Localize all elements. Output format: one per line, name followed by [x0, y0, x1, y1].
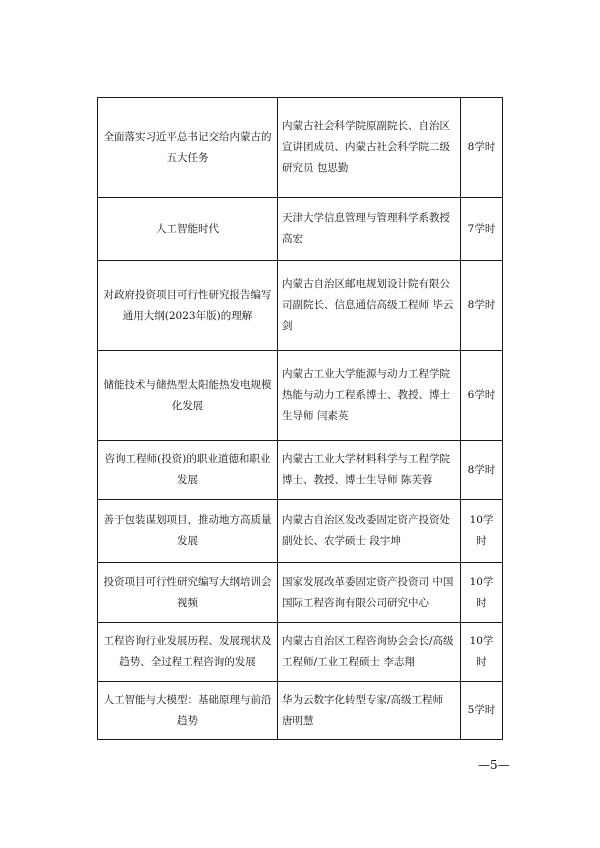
course-table [97, 97, 503, 740]
credit-hours: 7学时 [461, 198, 503, 261]
table-row [98, 623, 503, 682]
credit-hours: 6学时 [461, 351, 503, 441]
credit-hours: 10学时 [461, 623, 503, 682]
course-title: 工程咨询行业发展历程、发展现状及趋势、全过程工程咨询的发展 [98, 623, 278, 682]
page-number: —5— [478, 758, 510, 772]
speaker-info: 内蒙古自治区工程咨询协会会长/高级工程师/工业工程硕士 李志翔 [278, 623, 461, 682]
course-title: 人工智能时代 [98, 198, 278, 261]
credit-hours: 10学时 [461, 563, 503, 623]
table-row [98, 198, 503, 261]
speaker-info: 内蒙古自治区发改委固定资产投资处副处长、农学硕士 段宇坤 [278, 500, 461, 563]
course-title: 储能技术与储热型太阳能热发电规模化发展 [98, 351, 278, 441]
table-row [98, 351, 503, 441]
speaker-info: 内蒙古社会科学院原副院长、自治区宣讲团成员、内蒙古社会科学院二级研究员 包思勤 [278, 98, 461, 198]
table-row [98, 441, 503, 500]
table-row [98, 261, 503, 351]
credit-hours: 5学时 [461, 682, 503, 740]
speaker-info: 内蒙古工业大学能源与动力工程学院热能与动力工程系博士、教授、博士生导师 闫素英 [278, 351, 461, 441]
course-title: 全面落实习近平总书记交给内蒙古的五大任务 [98, 98, 278, 198]
credit-hours: 8学时 [461, 261, 503, 351]
speaker-info: 天津大学信息管理与管理科学系教授 高宏 [278, 198, 461, 261]
table-row [98, 98, 503, 198]
course-title: 人工智能与大模型：基础原理与前沿趋势 [98, 682, 278, 740]
speaker-info: 华为云数字化转型专家/高级工程师 唐明慧 [278, 682, 461, 740]
course-title: 投资项目可行性研究编写大纲培训会视频 [98, 563, 278, 623]
course-title: 咨询工程师(投资)的职业道德和职业发展 [98, 441, 278, 500]
speaker-info: 内蒙古自治区邮电规划设计院有限公司副院长、信息通信高级工程师 毕云剑 [278, 261, 461, 351]
course-title: 对政府投资项目可行性研究报告编写通用大纲(2023年版)的理解 [98, 261, 278, 351]
speaker-info: 国家发展改革委固定资产投资司 中国国际工程咨询有限公司研究中心 [278, 563, 461, 623]
speaker-info: 内蒙古工业大学材料科学与工程学院博士、教授、博士生导师 陈芙蓉 [278, 441, 461, 500]
course-title: 善于包装谋划项目，推动地方高质量发展 [98, 500, 278, 563]
table-row [98, 682, 503, 740]
credit-hours: 8学时 [461, 441, 503, 500]
credit-hours: 10学时 [461, 500, 503, 563]
table-row [98, 500, 503, 563]
credit-hours: 8学时 [461, 98, 503, 198]
table-row [98, 563, 503, 623]
